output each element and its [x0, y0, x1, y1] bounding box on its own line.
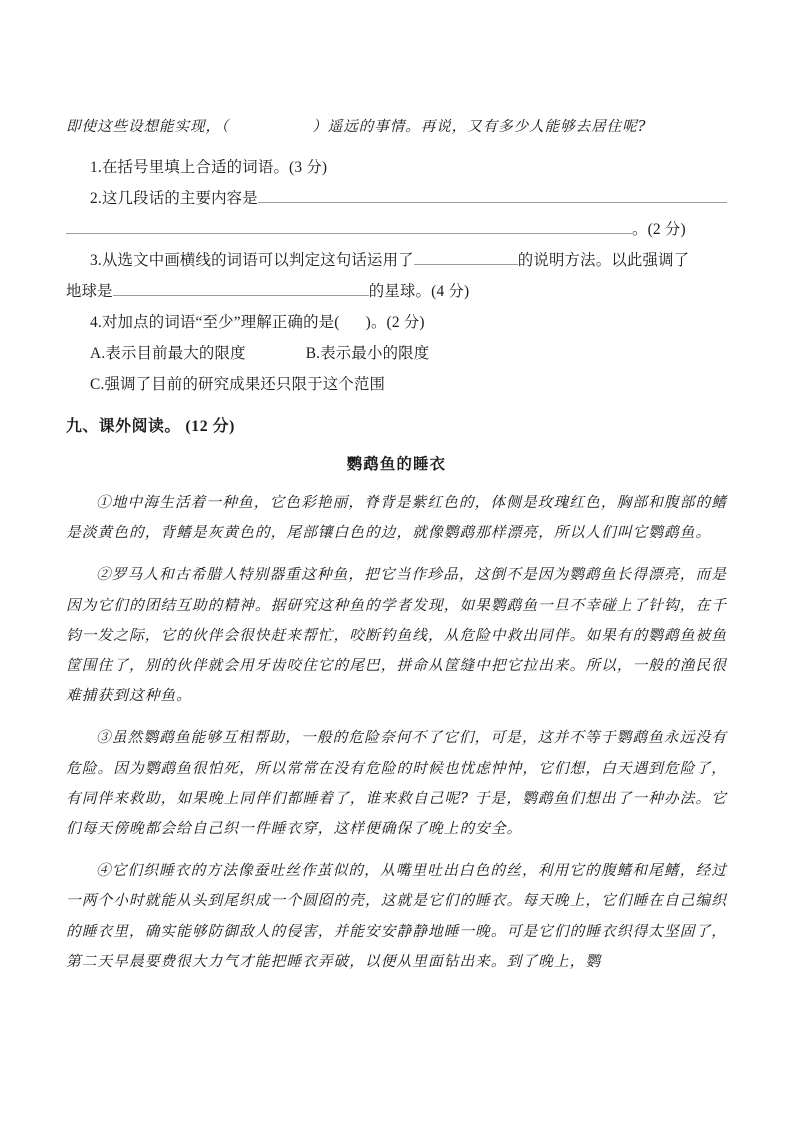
- option-a-label[interactable]: A.: [90, 345, 106, 362]
- question-1: [66, 152, 727, 183]
- question-2-line2: [66, 214, 727, 245]
- article-paragraph-1: ①地中海生活着一种鱼，它色彩艳丽，脊背是紫红色的，体侧是玫瑰红色，胸部和腹部的鳍是淡黄色的，背鳍是灰黄色的，尾部镶白色的边，就像鹦鹉那样漂亮，所以人们叫它鹦鹉鱼。: [66, 494, 727, 542]
- option-c-text[interactable]: 强调了目前的研究成果还只限于这个范围: [104, 376, 386, 393]
- question-4-score: (2 分): [386, 314, 425, 331]
- stem-line: [66, 112, 727, 142]
- question-4-number: 4.: [90, 314, 102, 331]
- page-content: [66, 112, 727, 977]
- question-3-line2: [66, 276, 727, 307]
- option-b-label[interactable]: B.: [305, 345, 321, 362]
- question-3-text-a: 从选文中画横线的词语可以判定这句话运用了: [101, 252, 414, 269]
- stem-bracket-space: [235, 118, 307, 133]
- article-paragraph-4: ④它们织睡衣的方法像蚕吐丝作茧似的，从嘴里吐出白色的丝，利用它的腹鳍和尾鳍，经过一两个小时就能从头到尾织成一个圆囵的壳，这就是它们的睡衣。每天晚上，它们睡在自己编织的睡衣里，确实能够防御敌人的侵害，并能安安静静地睡一晚。可是它们的睡衣织得太坚固了，第二天早晨要费很大力气才能把睡衣弄破，以便从里面钻出来。到了晚上，鹦: [66, 862, 727, 970]
- stem-line-head: 即使这些设想能实现，（: [66, 118, 230, 135]
- question-3-text-c: 地球是: [66, 283, 113, 300]
- question-4-options-row-1: [66, 338, 727, 369]
- section-heading-score: (12 分): [185, 418, 236, 435]
- question-4-text: 对加点的词语“至少”理解正确的是(: [101, 314, 340, 331]
- article-paragraph-3: ③虽然鹦鹉鱼能够互相帮助，一般的危险奈何不了它们，可是，这并不等于鹦鹉鱼永远没有危险。因为鹦鹉鱼很怕死，所以常常在没有危险的时候也忧虑忡忡，它们想，白天遇到危险了，有同伴来救助，如果晚上同伴们都睡着了，谁来救自己呢? 于是，鹦鹉鱼们想出了一种办法。它们每天傍晚都会给自己织一件睡衣穿，这样便确保了晚上的安全。: [66, 729, 727, 838]
- spacer: [66, 142, 727, 152]
- question-3-number: 3.: [90, 252, 102, 269]
- spacer-before-section: [66, 400, 727, 410]
- option-b-text[interactable]: 表示最小的限度: [320, 345, 430, 362]
- article-paragraph-2: ②罗马人和古希腊人特别器重这种鱼，把它当作珍品，这倒不是因为鹦鹉鱼长得漂亮，而是因为它们的团结互助的精神。据研究这种鱼的学者发现，如果鹦鹉鱼一旦不幸碰上了针钩，在千钧一发之际，它的伙伴会很快赶来帮忙，咬断钓鱼线，从危险中救出同伴。如果有的鹦鹉鱼被鱼筐围住了，别的伙伴就会用牙齿咬住它的尾巴，拼命从筐缝中把它拉出来。所以，一般的渔民很难捕获到这种鱼。: [66, 566, 727, 705]
- question-2-answer-blank-line2[interactable]: [66, 218, 632, 234]
- question-4: [66, 307, 727, 338]
- question-3-text-d: 的星球。: [368, 283, 432, 300]
- question-1-number: 1.: [90, 159, 102, 176]
- question-4-options-row-2: [66, 369, 727, 400]
- option-a-text[interactable]: 表示目前最大的限度: [105, 345, 246, 362]
- question-3: [66, 245, 727, 276]
- question-2-answer-blank-line1[interactable]: [258, 187, 727, 203]
- stem-line-tail: ）遥远的事情。再说，又有多少人能够去居住呢?: [312, 118, 647, 135]
- question-1-text: 在括号里填上合适的词语。: [101, 159, 290, 176]
- question-2-text: 这几段话的主要内容是: [101, 190, 258, 207]
- question-4-text-tail: )。: [365, 314, 387, 331]
- question-3-blank-1[interactable]: [414, 249, 518, 265]
- question-3-score: (4 分): [431, 283, 470, 300]
- article-title: 鹦鹉鱼的睡衣: [346, 456, 447, 473]
- question-2-tail-punct: 。: [632, 221, 648, 238]
- question-3-text-b: 的说明方法。以此强调了: [517, 252, 690, 269]
- question-3-blank-2[interactable]: [113, 280, 369, 296]
- option-c-label[interactable]: C.: [90, 376, 105, 393]
- question-4-choice-space[interactable]: [340, 312, 366, 327]
- question-2: [66, 183, 727, 214]
- question-2-number: 2.: [90, 190, 102, 207]
- section-heading-label: 九、课外阅读。: [66, 418, 181, 435]
- question-2-score: (2 分): [647, 221, 686, 238]
- question-1-score: (3 分): [289, 159, 328, 176]
- section-heading: [66, 410, 727, 444]
